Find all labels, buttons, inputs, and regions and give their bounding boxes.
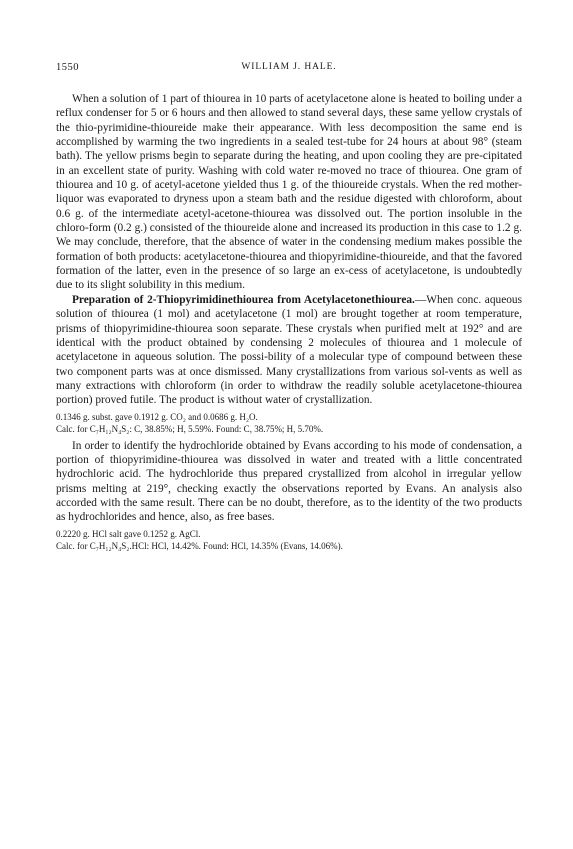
- analysis-block-combustion: [56, 411, 522, 436]
- section-text: —When conc. aqueous solution of thiourea (1 mol) and acetylacetone (1 mol) are brought together at room temperature, prisms of thiopyrimidine-thiourea soon separate. These crystals when purified melt at 192° and are identical with the product obtained by condensing 2 molecules of thiourea and 1 molecule of acetylacetone in aqueous solution. The possi-bility of a molecular type of compound between these two component parts was at once dismissed. Many crystallizations from various sol-vents as well as many extractions with chloroform (in order to withdraw the readily soluble acetylacetone-thiourea portion) proved futile. The product is without water of crystallization.: [56, 293, 522, 407]
- article-body: [56, 92, 522, 553]
- paragraph-thioureide-formation: When a solution of 1 part of thiourea in 10 parts of acetylacetone alone is heated to boiling under a reflux condenser for 5 or 6 hours and then allowed to stand several days, these same yellow crystals of the thio-pyrimidine-thioureide make their appearance. With less decomposition the same end is accomplished by warming the two ingredients in a sealed test-tube for 24 hours at about 98° (steam bath). The yellow prisms begin to separate during the heating, and upon cooling they are pre-cipitated in an excellent state of purity. Washing with cold water re-moved no trace of thiourea. One gram of thiourea and 10 g. of acetyl-acetone yielded thus 1 g. of the thioureide crystals. When the red mother-liquor was evaporated to dryness upon a steam bath and the residue digested with chloroform, about 0.6 g. of the intermediate acetyl-acetone-thiourea was dissolved out. The portion insoluble in the chloro-form (0.2 g.) consisted of the thioureide alone and increased its production in this case to 1.2 g. We may conclude, therefore, that the absence of water in the condensing medium makes possible the formation of both products: acetylacetone-thiourea and thiopyrimidine-thioureide, and that the favored formation of the latter, even in the presence of so large an ex-cess of acetylacetone, is undoubtedly due to its slight solubility in this medium.: [56, 93, 522, 292]
- analysis-line: Calc. for C₇H₁₂N₄S₂.HCl: HCl, 14.42%. Found: HCl, 14.35% (Evans, 14.06%).: [56, 541, 343, 552]
- analysis-line: 0.1346 g. subst. gave 0.1912 g. CO₂ and 0.0686 g. H₂O.: [56, 411, 258, 422]
- analysis-line: Calc. for C₇H₁₂N₄S₂: C, 38.85%; H, 5.59%. Found: C, 38.75%; H, 5.70%.: [56, 424, 324, 435]
- analysis-line: 0.2220 g. HCl salt gave 0.1252 g. AgCl.: [56, 528, 201, 539]
- page-header: [56, 62, 522, 80]
- page-number: 1550: [56, 62, 79, 73]
- running-head: WILLIAM J. HALE.: [241, 62, 337, 72]
- journal-page: [56, 62, 522, 556]
- paragraph-hydrochloride: In order to identify the hydrochloride obtained by Evans according to his mode of condensation, a portion of thiopyrimidine-thiourea was dissolved in water and treated with a little concentrated hydrochloric acid. The hydrochloride thus prepared crystallized from alcohol in irregular yellow prisms melting at 219°, checking exactly the observations reported by Evans. An analysis also accorded with the same result. There can be no doubt, therefore, as to the identity of the two products as hydrochlorides and hence, also, as free bases.: [56, 439, 522, 524]
- analysis-block-hydrochloride: [56, 528, 522, 553]
- section-preparation: [56, 293, 522, 408]
- section-title: Preparation of 2-Thiopyrimidinethiourea from Acetylacetonethiourea.: [72, 293, 415, 306]
